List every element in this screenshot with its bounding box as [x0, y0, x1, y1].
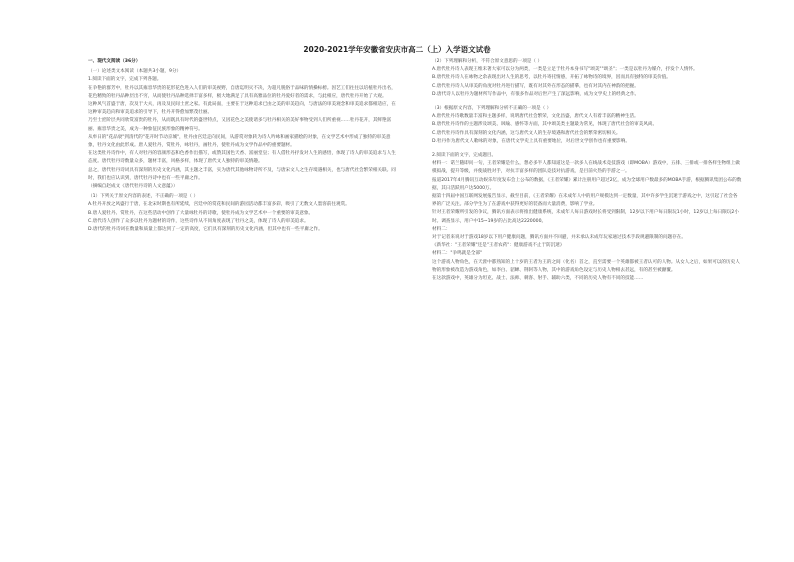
option-b: B.唐人爱牡丹、赏牡丹，在这些活动中创作了大量咏牡丹的诗歌，使牡丹成为文学艺术中一个重要的审美意象。 [88, 210, 314, 216]
option-d: D.唐代诗人以牡丹为题材所写作品中，有很多作品对后世产生了深远影响，成为文学史上的经典之作。 [432, 91, 640, 97]
material-paragraph: 材料二："争鸣就是全部" [432, 251, 483, 257]
paragraph: 在这类牡丹诗作中，有人对牡丹的容颜形态和色香作出描写，或赞其国色天香、富丽堂皇；有人借牡丹抒发对人生的感悟，体现了诗人的审美追求与人生态度。唐代牡丹诗数量众多，题材丰富，风格多样，体现了唐代文人独特的审美情趣。 [88, 151, 396, 165]
material-paragraph: 在这款游戏中，英雄分为坦克、战士、法师、刺客、射手、辅助六类，不同的历史人物有不同的技能…… [432, 276, 644, 282]
option-c: C.唐代牡丹诗人从审美的角度对牡丹进行描写，既有对其外在形态的描摹，也有对其内在神韵的把握。 [432, 83, 639, 89]
option-d: D.唐代的牡丹诗词在数量和质量上都达到了一定的高度，它们具有深刻的历史文化内涵，但其中也有一些平庸之作。 [88, 227, 323, 233]
material-paragraph: 针对王者荣耀所引发的争议，腾讯方面表示将推出健康系统，未成年人每日游戏时长将受到限制，12岁以下用户每日限玩1小时，12岁以上每日限玩2小时。调查显示，用户中15~19岁的占比高达2220000。 [432, 210, 739, 224]
left-column [88, 56, 398, 234]
material-heading: 材料二： [432, 226, 451, 232]
option-c: C.唐代诗人创作了众多以牡丹为题材的诗作，这些诗作从不同角度表现了牡丹之美，体现了诗人的审美追求。 [88, 218, 309, 224]
option-b: B.唐代牡丹诗人在咏物之余表现出对人生的思考，以牡丹寄托情感，开拓了咏物诗的境界，因而具有独特的审美价值。 [432, 75, 671, 81]
material-paragraph: 据第十四届中国互联网发展报告显示，截至目前，《王者荣耀》在未成年人中的用户规模达到一定数量，其中许多学生沉迷于游戏之中，这引起了社会各界的广泛关注。部分学生为了在游戏中获得更好的装备而大量消费，影响了学业。 [432, 194, 738, 208]
section-heading: 一、现代文阅读（36分） [88, 59, 141, 64]
page-title: 2020-2021学年安徽省安庆市高二（上）入学语文试卷 [303, 45, 491, 54]
paragraph: 总之，唐代牡丹诗词具有深刻的历史文化内涵，其主题之丰富，实为唐代其他咏物诗所不及，与唐宋文人之生存境遇相关，也与唐代社会繁荣相关联。同时，我们也应认识到，唐代牡丹诗中也有一些平庸之作。 [88, 167, 396, 181]
question-intro: 1.阅读下面的文字，完成下列各题。 [88, 77, 162, 83]
paragraph: 这种风气首盛于唐，次及于大夫，再及及民间士庶之家。有此局面，主要在于这种追求已由之美的审美趋向，与唐法的审美观念和审美追求都相适应，在这种审美趋向和审美追求的引导下，牡丹开得愈加繁茂壮丽。 [88, 102, 396, 116]
question-1: （1）下列关于原文内容的表述，不正确的一项是（ ） [88, 194, 199, 200]
option-c: C.唐代牡丹诗作具有深刻的文化内涵，这与唐代文人的生存境遇和唐代社会的繁荣密切相关。 [432, 130, 621, 136]
material-paragraph: 《新华社："王者荣耀"还是"王者农药"：健康游戏不止于防沉迷》 [432, 243, 565, 249]
paragraph: 在争艳的群芳中，牡丹以其雍容华贵的花形花色进入人们的审美视野，自唐迄明灭不决，为超凡脱俗于品味的情操标榜。因艺工们往往以培植牡丹出名，花色精致的牡丹品种层出不穷，从而使牡丹品种选择丰富多样，极大地满足了具有高雅品位的牡丹爱好者的需求，与此相应，唐代牡丹开始了大观。 [88, 85, 396, 99]
right-column [432, 56, 742, 283]
material-paragraph: 材料一：诺兰随即问一句，王者荣耀是什么，想必多半人都知道这是一款多人在线战术竞技游戏（即MOBA）游戏中，五排、三排或一排各样生物组上做模拟战，提升等级，并使战胜对手，对抗丰富多样的团队竞技对抗游戏，是目前火热的手游之一。 [432, 161, 740, 175]
material-paragraph: 对于记者来说对于游戏18岁以下用户健康问题，腾讯方面并不回避，并未承认未成年玩家通过技术手段规避限制的问题存在。 [432, 235, 686, 241]
source-citation: （摘编自赵成文《唐代牡丹诗的人文意蕴》） [88, 184, 178, 190]
option-a: A.唐代牡丹诗人表现王维未著大家可以分为两类，一类是立足于牡丹本身书写"颂美""颂圣"；一类是以牡丹为媒介，抒发个人情怀。 [432, 67, 698, 73]
option-a: A.牡丹开放之风盛行于唐，在北宋时期也有所延续，宫廷中的赏花和民间的游园活动都丰富多彩，吸引了无数文人墨客前往观赏。 [88, 202, 350, 208]
question-2: （2）下列理解和分析，不符合原文意思的一项是（ ） [432, 59, 543, 64]
option-a: A.唐代牡丹诗歌数量丰富和主题多样，说明唐代社会繁荣，文化昌盛，唐代文人有着丰富的精神生活。 [432, 114, 639, 120]
material-paragraph: 报道2017年4月腾讯互动娱乐年度发布会上公布的数据，《王者荣耀》累计注册用户超过2亿，成为全球用户数最多的MOBA手游，根据腾讯集团公布的数据，其日活跃用户达5000万。 [432, 177, 742, 191]
subsection-heading: （一）论述类文本阅读（本题共3小题，9分） [88, 69, 182, 75]
option-b: B.唐代牡丹诗作的主题涉及颂美、讽喻、感怀等方面，其中颂美类主题最为常见，体现了唐代社会的审美风尚。 [432, 122, 658, 128]
option-d: D.牡丹作为唐代文人歌咏的对象，在唐代文学史上具有重要地位，对后世文学创作也有重要影响。 [432, 138, 630, 144]
question-intro-2: 2.阅读下面的文字，完成题目。 [432, 153, 497, 159]
material-paragraph: 这个游戏人物角色，在天涯中都熟知的上十岁的王者为王的之间（化名）首之，直至需要一个英雄都被王者认可的人物。从女人之后，如果可以的历史人物的形象被改造为游戏角色，如李白、貂蝉、荆轲等人物，其中的游戏角色设定与历史人物相去甚远，有的甚至被颠覆。 [432, 259, 740, 273]
question-3: （3）根据原文内容，下列理解和分析不正确的一项是（ ） [432, 106, 552, 112]
paragraph: 从牟日的"花品衰"到清代的"花开时节动京城"，牡丹由宫廷走向民间，从游赏对象转为诗人吟咏和画家描绘的对象，在文学艺术中形成了独特的审美意象，牡丹文化由此形成。唐人爱牡丹，赏牡丹，咏牡丹，画牡丹，使牡丹成为文学作品中的重要题材。 [88, 134, 391, 149]
paragraph: 乃至士庶阶层共同欣赏富贵的牡丹，从而既具有时代的盛世特点，又因花色之美使诸多与牡丹相关的美好事物受到人们所重视……牡丹花开，其鲜艳富丽、雍容华贵之美，成为一种象征民族形象的精神符号。 [88, 118, 392, 132]
